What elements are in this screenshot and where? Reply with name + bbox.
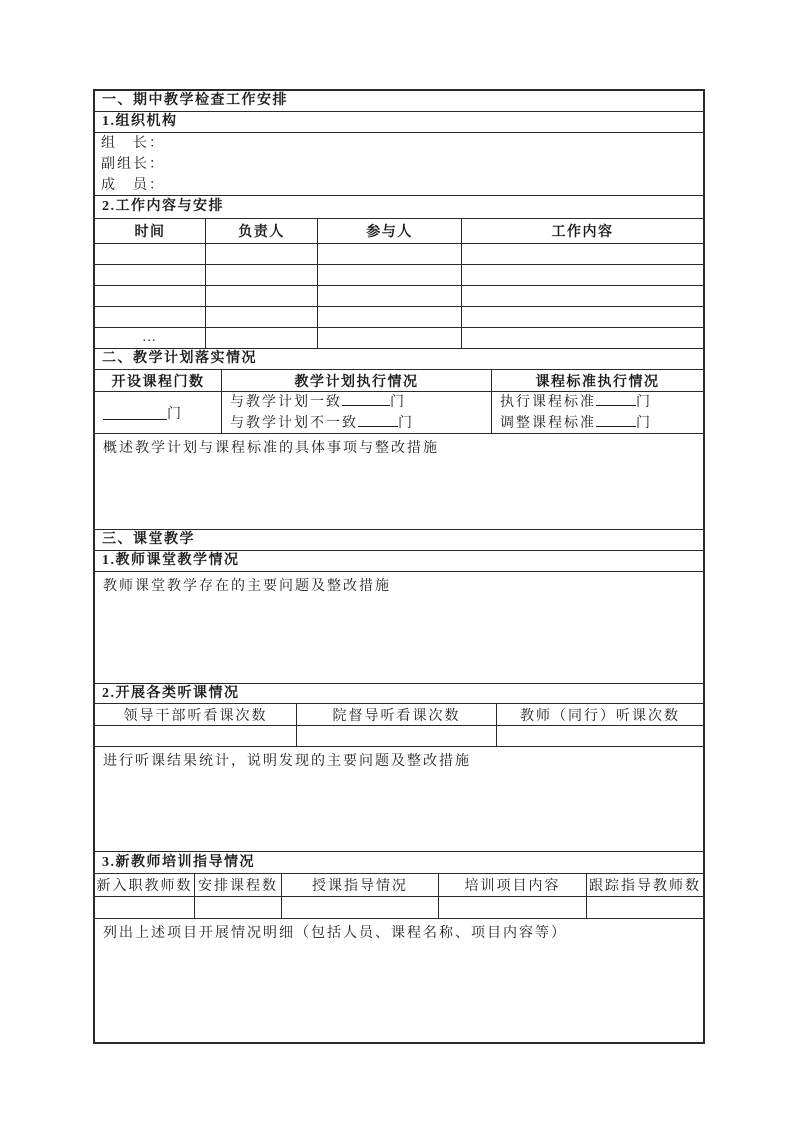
observation-header-supervisors: 院督导听看课次数 xyxy=(297,704,497,725)
newteacher-detail-cell[interactable] xyxy=(95,919,703,1042)
newteacher-guidance-cell[interactable] xyxy=(282,897,439,918)
section2-title: 二、教学计划落实情况 xyxy=(95,349,703,370)
schedule-row xyxy=(95,244,703,265)
plan-courses-blank[interactable]: 门 xyxy=(95,392,222,433)
schedule-row xyxy=(95,265,703,286)
schedule-cell-content[interactable] xyxy=(462,328,703,348)
standard-adjust-line: 调整课程标准 门 xyxy=(500,413,652,434)
observation-summary-prompt: 进行听课结果统计，说明发现的主要问题及整改措施 xyxy=(103,754,471,769)
schedule-cell-time[interactable] xyxy=(95,307,206,327)
leader-label: 组 长： xyxy=(101,136,165,151)
newteacher-training-cell[interactable] xyxy=(439,897,587,918)
schedule-cell-content[interactable] xyxy=(462,286,703,306)
members-label: 成 员： xyxy=(101,178,165,193)
schedule-row xyxy=(95,286,703,307)
observation-summary-cell[interactable] xyxy=(95,747,703,851)
midterm-inspection-form xyxy=(93,89,705,1044)
newteacher-courses-cell[interactable] xyxy=(195,897,282,918)
newteacher-count-cell[interactable] xyxy=(95,897,195,918)
schedule-header-content: 工作内容 xyxy=(551,225,614,240)
newteacher-header-count: 新入职教师数 xyxy=(95,874,195,896)
fill-in-blank[interactable] xyxy=(342,392,390,406)
newteacher-header-training: 培训项目内容 xyxy=(439,874,587,896)
observation-header-peers: 教师（同行）听课次数 xyxy=(520,708,680,724)
observation-title: 2.开展各类听课情况 xyxy=(95,684,703,704)
schedule-cell-responsible[interactable] xyxy=(206,265,318,285)
org-structure-title: 1.组织机构 xyxy=(95,112,703,133)
org-members-cell[interactable] xyxy=(95,133,703,195)
schedule-header-participants: 参与人 xyxy=(318,219,462,243)
work-plan-title: 2.工作内容与安排 xyxy=(95,196,703,219)
schedule-cell-participants[interactable] xyxy=(318,286,462,306)
deputy-leader-label: 副组长： xyxy=(101,157,165,172)
plan-mismatch-line: 与教学计划不一致 门 xyxy=(230,413,414,434)
observation-header-leaders: 领导干部听看课次数 xyxy=(95,704,297,725)
schedule-header-time: 时间 xyxy=(95,219,206,243)
schedule-row xyxy=(95,307,703,328)
plan-summary-cell[interactable] xyxy=(95,434,703,529)
schedule-cell-responsible[interactable] xyxy=(206,307,318,327)
newteacher-detail-prompt: 列出上述项目开展情况明细（包括人员、课程名称、项目内容等） xyxy=(103,926,567,941)
schedule-cell-content[interactable] xyxy=(462,265,703,285)
teaching-issues-cell[interactable] xyxy=(95,572,703,683)
observation-data-row xyxy=(95,726,703,747)
standard-execute-line: 执行课程标准 门 xyxy=(500,392,652,413)
newteacher-header-mentors: 跟踪指导教师数 xyxy=(589,879,701,894)
observation-peers-count[interactable] xyxy=(497,726,703,746)
schedule-cell-time[interactable] xyxy=(95,265,206,285)
schedule-cell-participants[interactable] xyxy=(318,265,462,285)
schedule-cell-content[interactable] xyxy=(462,244,703,264)
plan-data-row xyxy=(95,392,703,434)
section1-title: 一、期中教学检查工作安排 xyxy=(95,91,703,112)
teaching-issues-prompt: 教师课堂教学存在的主要问题及整改措施 xyxy=(103,579,391,594)
fill-in-blank[interactable] xyxy=(596,413,636,427)
newteacher-header-courses: 安排课程数 xyxy=(195,874,282,896)
plan-header-row xyxy=(95,370,703,392)
schedule-header-row xyxy=(95,219,703,244)
fill-in-blank[interactable] xyxy=(358,413,398,427)
schedule-ellipsis: … xyxy=(95,328,206,348)
teaching-title: 1.教师课堂教学情况 xyxy=(95,551,703,572)
plan-header-standard: 课程标准执行情况 xyxy=(535,374,660,390)
schedule-cell-time[interactable] xyxy=(95,244,206,264)
section3-title: 三、课堂教学 xyxy=(95,530,703,551)
observation-leaders-count[interactable] xyxy=(95,726,297,746)
fill-in-blank[interactable] xyxy=(103,406,167,420)
schedule-header-responsible: 负责人 xyxy=(206,219,318,243)
fill-in-blank[interactable] xyxy=(596,392,636,406)
schedule-cell-participants[interactable] xyxy=(318,244,462,264)
schedule-cell-responsible[interactable] xyxy=(206,244,318,264)
plan-execution-cell[interactable] xyxy=(222,392,492,433)
plan-header-execution: 教学计划执行情况 xyxy=(222,370,492,391)
schedule-cell-participants[interactable] xyxy=(318,307,462,327)
schedule-cell-content[interactable] xyxy=(462,307,703,327)
newteacher-header-row xyxy=(95,874,703,897)
plan-header-courses: 开设课程门数 xyxy=(95,370,222,391)
schedule-cell-participants[interactable] xyxy=(318,328,462,348)
newteacher-header-guidance: 授课指导情况 xyxy=(282,874,439,896)
schedule-cell-responsible[interactable] xyxy=(206,286,318,306)
schedule-row-more xyxy=(95,328,703,349)
newteacher-data-row xyxy=(95,897,703,919)
observation-supervisors-count[interactable] xyxy=(297,726,497,746)
schedule-cell-time[interactable] xyxy=(95,286,206,306)
plan-match-line: 与教学计划一致 门 xyxy=(230,392,406,413)
observation-header-row xyxy=(95,704,703,726)
newteacher-title: 3.新教师培训指导情况 xyxy=(95,852,703,874)
schedule-cell-responsible[interactable] xyxy=(206,328,318,348)
newteacher-mentors-cell[interactable] xyxy=(587,897,703,918)
plan-summary-prompt: 概述教学计划与课程标准的具体事项与整改措施 xyxy=(103,441,439,456)
plan-standard-cell[interactable] xyxy=(492,392,703,433)
